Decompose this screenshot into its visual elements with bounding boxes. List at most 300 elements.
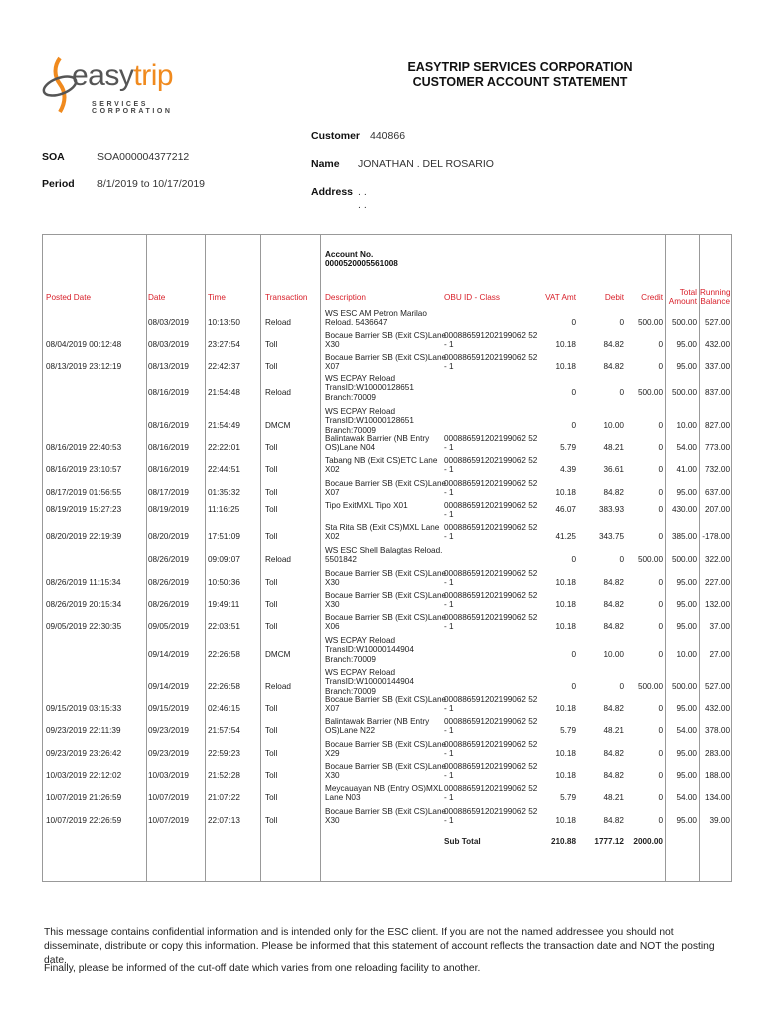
cell-description: [325, 613, 446, 632]
column-divider: [205, 235, 206, 881]
description-line: X30: [325, 340, 340, 350]
cell-description: [325, 456, 437, 475]
obu-line: 000886591202199062 52: [444, 569, 538, 578]
cell-description: [325, 523, 439, 542]
address-line-1: . .: [358, 186, 367, 198]
description-line: Balintawak Barrier (NB Entry: [325, 434, 430, 443]
cell-time: 21:54:48: [208, 387, 240, 397]
column-divider: [320, 235, 321, 881]
cell-description: [325, 374, 414, 402]
cell-debit: 84.82: [603, 621, 624, 631]
cell-time: 22:26:58: [208, 649, 240, 659]
cell-transaction: Reload: [265, 387, 291, 397]
cell-time: 22:26:58: [208, 681, 240, 691]
cell-debit: 84.82: [603, 339, 624, 349]
description-line: WS ESC AM Petron Marilao: [325, 309, 427, 318]
cell-vat: 10.18: [555, 599, 576, 609]
cell-total: 385.00: [671, 531, 697, 541]
cell-balance: 227.00: [704, 577, 730, 587]
cell-credit: 0: [658, 487, 663, 497]
soa-label: SOA: [42, 151, 65, 163]
cell-total: 54.00: [676, 792, 697, 802]
col-header-credit: Credit: [641, 293, 663, 302]
cell-vat: 10.18: [555, 703, 576, 713]
cell-time: 23:27:54: [208, 339, 240, 349]
cell-posted-date: 08/26/2019 11:15:34: [46, 577, 121, 587]
cell-balance: 378.00: [704, 725, 730, 735]
cell-posted-date: 09/23/2019 22:11:39: [46, 725, 121, 735]
col-header-running-line2: Balance: [700, 297, 730, 307]
description-line: X02: [325, 465, 340, 475]
cell-obu-id: [444, 717, 537, 736]
cell-total: 430.00: [671, 505, 697, 514]
description-line: Lane N03: [325, 793, 361, 803]
logo-wordmark: [72, 59, 173, 93]
description-line: Reload. 5436647: [325, 318, 388, 328]
cell-vat: 46.07: [555, 505, 576, 514]
cell-credit: 0: [658, 792, 663, 802]
cell-credit: 500.00: [637, 554, 663, 564]
cell-vat: 10.18: [555, 621, 576, 631]
cell-balance: 37.00: [709, 621, 730, 631]
obu-line: - 1: [444, 532, 454, 542]
cell-transaction: Toll: [265, 703, 278, 713]
cell-credit: 0: [658, 748, 663, 758]
obu-line: - 1: [444, 771, 454, 781]
account-number: 0000520005561008: [325, 259, 398, 269]
cell-description: [325, 695, 446, 714]
cell-obu-id: [444, 434, 537, 453]
cell-total: 95.00: [676, 577, 697, 587]
cell-vat: 0: [571, 681, 576, 691]
cell-debit: 36.61: [603, 464, 624, 474]
cell-balance: 527.00: [704, 681, 730, 691]
cell-balance: 432.00: [704, 339, 730, 349]
document-type: CUSTOMER ACCOUNT STATEMENT: [412, 75, 628, 89]
cell-description: [325, 479, 446, 498]
col-header-posted-date: Posted Date: [46, 293, 92, 302]
cell-vat: 4.39: [560, 464, 576, 474]
cell-obu-id: [444, 784, 537, 803]
cell-debit: 84.82: [603, 770, 624, 780]
cell-debit: 383.93: [598, 505, 624, 514]
cell-time: 22:59:23: [208, 748, 240, 758]
cell-posted-date: 08/13/2019 23:12:19: [46, 361, 122, 371]
cell-posted-date: 10/03/2019 22:12:02: [46, 770, 122, 780]
cell-date: 08/03/2019: [148, 339, 189, 349]
description-line: WS ECPAY Reload: [325, 636, 396, 645]
description-line: TransID:W10000144904: [325, 677, 414, 687]
cell-date: 09/23/2019: [148, 748, 189, 758]
cell-posted-date: 08/20/2019 22:19:39: [46, 531, 122, 541]
cell-time: 21:07:22: [208, 792, 240, 802]
cell-total: 54.00: [676, 442, 697, 452]
cell-posted-date: 08/26/2019 20:15:34: [46, 599, 122, 609]
cell-vat: 0: [571, 649, 576, 659]
description-line: Bocaue Barrier SB (Exit CS)Lane: [325, 591, 447, 600]
cell-description: [325, 591, 446, 610]
cell-date: 08/26/2019: [148, 554, 189, 564]
obu-line: - 1: [444, 793, 454, 803]
cell-obu-id: [444, 740, 537, 759]
cell-credit: 0: [658, 725, 663, 735]
obu-line: 000886591202199062 52: [444, 591, 538, 600]
col-header-vat: VAT Amt: [545, 293, 576, 302]
cell-vat: 41.25: [555, 531, 576, 541]
cell-date: 08/03/2019: [148, 317, 189, 327]
cell-credit: 0: [658, 339, 663, 349]
company-name: EASYTRIP SERVICES CORPORATION: [407, 60, 633, 74]
cell-balance: 337.00: [704, 361, 730, 371]
col-header-date: Date: [148, 293, 166, 302]
obu-line: - 1: [444, 816, 454, 826]
cell-vat: 10.18: [555, 577, 576, 587]
cell-debit: 0: [619, 387, 624, 397]
cell-transaction: Toll: [265, 487, 278, 497]
cell-credit: 500.00: [637, 317, 663, 327]
cell-time: 19:49:11: [208, 599, 240, 609]
cell-vat: 5.79: [560, 442, 576, 452]
description-line: Branch:70009: [325, 425, 376, 435]
cell-vat: 5.79: [560, 792, 576, 802]
cell-description: [325, 309, 427, 328]
cell-vat: 0: [571, 420, 576, 430]
col-header-running-balance: [700, 288, 730, 307]
cell-description: [325, 762, 446, 781]
obu-line: 000886591202199062 52: [444, 717, 538, 726]
cell-credit: 0: [658, 531, 663, 541]
address-label: Address: [311, 186, 354, 198]
cell-total: 95.00: [676, 748, 697, 758]
cell-credit: 0: [658, 505, 663, 514]
col-header-debit: Debit: [604, 293, 624, 302]
cell-total: 95.00: [676, 361, 697, 371]
cell-transaction: Toll: [265, 599, 278, 609]
subtotal-credit: 2000.00: [633, 837, 663, 846]
cell-description: [325, 717, 429, 736]
cell-total: 95.00: [676, 339, 697, 349]
cell-obu-id: [444, 501, 537, 520]
cell-total: 95.00: [676, 703, 697, 713]
cell-transaction: Toll: [265, 725, 278, 735]
cell-date: 10/07/2019: [148, 815, 189, 825]
cell-date: 09/14/2019: [148, 681, 189, 691]
cell-date: 09/05/2019: [148, 621, 189, 631]
obu-line: - 1: [444, 488, 454, 498]
cell-description: [325, 784, 443, 803]
cell-obu-id: [444, 331, 537, 350]
description-line: X07: [325, 488, 340, 498]
description-line: Branch:70009: [325, 654, 376, 664]
cell-obu-id: [444, 807, 537, 826]
cell-balance: 837.00: [704, 387, 730, 397]
cell-transaction: Toll: [265, 442, 278, 452]
cell-debit: 48.21: [603, 442, 624, 452]
cell-transaction: Toll: [265, 339, 278, 349]
cell-transaction: Reload: [265, 317, 291, 327]
cell-description: [325, 569, 446, 588]
cell-credit: 0: [658, 599, 663, 609]
cell-total: 500.00: [671, 317, 697, 327]
cell-posted-date: 10/07/2019 22:26:59: [46, 815, 122, 825]
cell-transaction: Toll: [265, 815, 278, 825]
description-line: X30: [325, 816, 340, 826]
cell-debit: 84.82: [603, 703, 624, 713]
obu-line: 000886591202199062 52: [444, 613, 538, 622]
description-line: X30: [325, 771, 340, 781]
cell-date: 08/26/2019: [148, 599, 189, 609]
account-label: Account No.: [325, 250, 374, 259]
cell-transaction: DMCM: [265, 420, 291, 430]
cell-total: 41.00: [676, 464, 697, 474]
period-label: Period: [42, 178, 75, 190]
cell-obu-id: [444, 695, 537, 714]
cell-posted-date: 08/16/2019 23:10:57: [46, 464, 122, 474]
cell-description: [325, 546, 442, 565]
cell-date: 10/07/2019: [148, 792, 189, 802]
cell-vat: 10.18: [555, 815, 576, 825]
col-header-running-line1: Running: [700, 288, 731, 297]
cell-transaction: Toll: [265, 792, 278, 802]
cell-debit: 0: [619, 681, 624, 691]
cell-debit: 84.82: [603, 748, 624, 758]
obu-line: - 1: [444, 704, 454, 714]
obu-line: - 1: [444, 510, 454, 520]
cell-vat: 0: [571, 317, 576, 327]
obu-line: 000886591202199062 52: [444, 695, 538, 704]
description-line: Bocaue Barrier SB (Exit CS)Lane: [325, 353, 447, 362]
description-line: WS ECPAY Reload: [325, 407, 396, 416]
cell-balance: 207.00: [704, 505, 730, 514]
description-line: Meycauayan NB (Entry OS)MXL: [325, 784, 443, 793]
description-line: Bocaue Barrier SB (Exit CS)Lane: [325, 569, 447, 578]
cell-total: 95.00: [676, 815, 697, 825]
cell-time: 02:46:15: [208, 703, 240, 713]
col-header-total-line2: Amount: [668, 297, 697, 307]
cell-balance: 132.00: [704, 599, 730, 609]
obu-line: 000886591202199062 52: [444, 762, 538, 771]
cell-posted-date: 09/05/2019 22:30:35: [46, 621, 122, 631]
account-number-block: [325, 250, 398, 269]
cell-transaction: Toll: [265, 621, 278, 631]
description-line: Bocaue Barrier SB (Exit CS)Lane: [325, 331, 447, 340]
cell-vat: 10.18: [555, 487, 576, 497]
obu-line: - 1: [444, 726, 454, 736]
cell-credit: 0: [658, 420, 663, 430]
cell-obu-id: [444, 569, 537, 588]
cell-description: [325, 331, 446, 350]
description-line: X30: [325, 600, 340, 610]
cell-credit: 0: [658, 361, 663, 371]
cell-vat: 0: [571, 387, 576, 397]
cell-credit: 0: [658, 703, 663, 713]
cell-balance: 188.00: [704, 770, 730, 780]
obu-line: - 1: [444, 749, 454, 759]
description-line: 5501842: [325, 555, 357, 565]
cell-time: 22:22:01: [208, 442, 240, 452]
obu-line: - 1: [444, 622, 454, 632]
column-divider: [146, 235, 147, 881]
cell-debit: 10.00: [603, 649, 624, 659]
cell-time: 22:44:51: [208, 464, 240, 474]
cell-balance: 322.00: [704, 554, 730, 564]
soa-value: SOA000004377212: [97, 151, 190, 163]
cell-vat: 10.18: [555, 361, 576, 371]
subtotal-vat: 210.88: [550, 837, 576, 846]
cell-time: 21:57:54: [208, 725, 240, 735]
cell-time: 09:09:07: [208, 554, 240, 564]
cell-transaction: Toll: [265, 577, 278, 587]
cell-obu-id: [444, 591, 537, 610]
cell-transaction: Reload: [265, 681, 291, 691]
cell-balance: 27.00: [709, 649, 730, 659]
cell-credit: 0: [658, 621, 663, 631]
cell-time: 10:50:36: [208, 577, 240, 587]
obu-line: - 1: [444, 465, 454, 475]
obu-line: 000886591202199062 52: [444, 807, 538, 816]
cell-total: 54.00: [676, 725, 697, 735]
cell-credit: 500.00: [637, 387, 663, 397]
description-line: X02: [325, 532, 340, 542]
description-line: Bocaue Barrier SB (Exit CS)Lane: [325, 740, 447, 749]
cell-debit: 0: [619, 317, 624, 327]
obu-line: 000886591202199062 52: [444, 456, 538, 465]
cell-date: 08/20/2019: [148, 531, 189, 541]
description-line: Tabang NB (Exit CS)ETC Lane: [325, 456, 438, 465]
easytrip-logo: [40, 56, 220, 114]
name-label: Name: [311, 158, 340, 170]
cell-debit: 0: [619, 554, 624, 564]
col-header-obu: OBU ID - Class: [444, 293, 500, 302]
cell-debit: 10.00: [603, 420, 624, 430]
cell-balance: 773.00: [704, 442, 730, 452]
cell-date: 09/15/2019: [148, 703, 189, 713]
cell-posted-date: 09/23/2019 23:26:42: [46, 748, 122, 758]
cell-transaction: Toll: [265, 748, 278, 758]
description-line: OS)Lane N04: [325, 443, 376, 453]
cell-posted-date: 08/04/2019 00:12:48: [46, 339, 122, 349]
cell-credit: 0: [658, 442, 663, 452]
description-line: X07: [325, 704, 340, 714]
logo-subtitle: SERVICES CORPORATION: [92, 101, 173, 115]
cell-description: [325, 501, 408, 510]
cell-posted-date: 08/16/2019 22:40:53: [46, 442, 122, 452]
cell-posted-date: 08/17/2019 01:56:55: [46, 487, 122, 497]
cell-vat: 5.79: [560, 725, 576, 735]
obu-line: 000886591202199062 52: [444, 434, 538, 443]
cell-obu-id: [444, 523, 537, 542]
period-value: 8/1/2019 to 10/17/2019: [97, 178, 206, 190]
cell-credit: 500.00: [637, 681, 663, 691]
obu-line: 000886591202199062 52: [444, 523, 538, 532]
cell-date: 09/14/2019: [148, 649, 189, 659]
cell-total: 95.00: [676, 487, 697, 497]
cell-vat: 0: [571, 554, 576, 564]
cell-obu-id: [444, 353, 537, 372]
description-line: OS)Lane N22: [325, 726, 376, 736]
cell-transaction: DMCM: [265, 649, 291, 659]
cell-date: 08/16/2019: [148, 420, 189, 430]
cell-description: [325, 668, 414, 696]
cell-description: [325, 807, 446, 826]
description-line: Bocaue Barrier SB (Exit CS)Lane: [325, 695, 447, 704]
cell-total: 95.00: [676, 770, 697, 780]
cell-transaction: Toll: [265, 361, 278, 371]
description-line: X07: [325, 362, 340, 372]
cell-credit: 0: [658, 815, 663, 825]
cutoff-notice: Finally, please be informed of the cut-off date which varies from one reloading facility to another.: [44, 963, 481, 974]
cell-posted-date: 09/15/2019 03:15:33: [46, 703, 122, 713]
cell-debit: 84.82: [603, 599, 624, 609]
cell-transaction: Toll: [265, 464, 278, 474]
obu-line: - 1: [444, 600, 454, 610]
obu-line: 000886591202199062 52: [444, 331, 538, 340]
address-line-2: . .: [358, 199, 367, 211]
cell-credit: 0: [658, 649, 663, 659]
cell-time: 22:42:37: [208, 361, 240, 371]
customer-value: 440866: [370, 130, 406, 142]
cell-balance: -178.00: [702, 531, 730, 541]
description-line: WS ECPAY Reload: [325, 668, 396, 677]
obu-line: 000886591202199062 52: [444, 740, 538, 749]
description-line: Bocaue Barrier SB (Exit CS)Lane: [325, 479, 447, 488]
cell-balance: 283.00: [704, 748, 730, 758]
obu-line: - 1: [444, 340, 454, 350]
statement-title: [370, 60, 670, 90]
cell-total: 10.00: [676, 649, 697, 659]
cell-obu-id: [444, 613, 537, 632]
obu-line: 000886591202199062 52: [444, 501, 538, 510]
cell-description: [325, 434, 429, 453]
obu-line: - 1: [444, 362, 454, 372]
col-header-transaction: Transaction: [265, 293, 308, 302]
cell-total: 10.00: [676, 420, 697, 430]
col-header-total: [666, 288, 697, 307]
name-value: JONATHAN . DEL ROSARIO: [358, 158, 494, 170]
cell-credit: 0: [658, 464, 663, 474]
cell-debit: 343.75: [598, 531, 624, 541]
description-line: Sta Rita SB (Exit CS)MXL Lane: [325, 523, 440, 532]
cell-balance: 432.00: [704, 703, 730, 713]
cell-time: 22:07:13: [208, 815, 240, 825]
description-line: Branch:70009: [325, 392, 376, 402]
cell-time: 21:54:49: [208, 420, 240, 430]
description-line: TransID:W10000128651: [325, 383, 414, 393]
cell-posted-date: 08/19/2019 15:27:23: [46, 505, 122, 514]
cell-time: 17:51:09: [208, 531, 240, 541]
cell-date: 08/16/2019: [148, 464, 189, 474]
col-header-time: Time: [208, 293, 226, 302]
cell-transaction: Toll: [265, 505, 278, 514]
col-header-description: Description: [325, 293, 366, 302]
obu-line: - 1: [444, 578, 454, 588]
cell-vat: 10.18: [555, 748, 576, 758]
cell-date: 08/13/2019: [148, 361, 189, 371]
description-line: Tipo ExitMXL Tipo X01: [325, 501, 408, 510]
confidentiality-notice: This message contains confidential information and is intended only for the ESC client. If you are not the named addressee you should not disseminate, distribute or copy this information. Please be informed that this statement of account reflects the transaction date and NOT the posting date.: [44, 927, 715, 966]
description-line: X30: [325, 578, 340, 588]
subtotal-debit: 1777.12: [594, 837, 624, 846]
cell-transaction: Toll: [265, 531, 278, 541]
cell-posted-date: 10/07/2019 21:26:59: [46, 792, 122, 802]
description-line: Branch:70009: [325, 686, 376, 696]
cell-time: 21:52:28: [208, 770, 240, 780]
cell-date: 10/03/2019: [148, 770, 189, 780]
cell-debit: 84.82: [603, 361, 624, 371]
description-line: TransID:W10000128651: [325, 416, 414, 426]
cell-balance: 637.00: [704, 487, 730, 497]
description-line: X06: [325, 622, 340, 632]
